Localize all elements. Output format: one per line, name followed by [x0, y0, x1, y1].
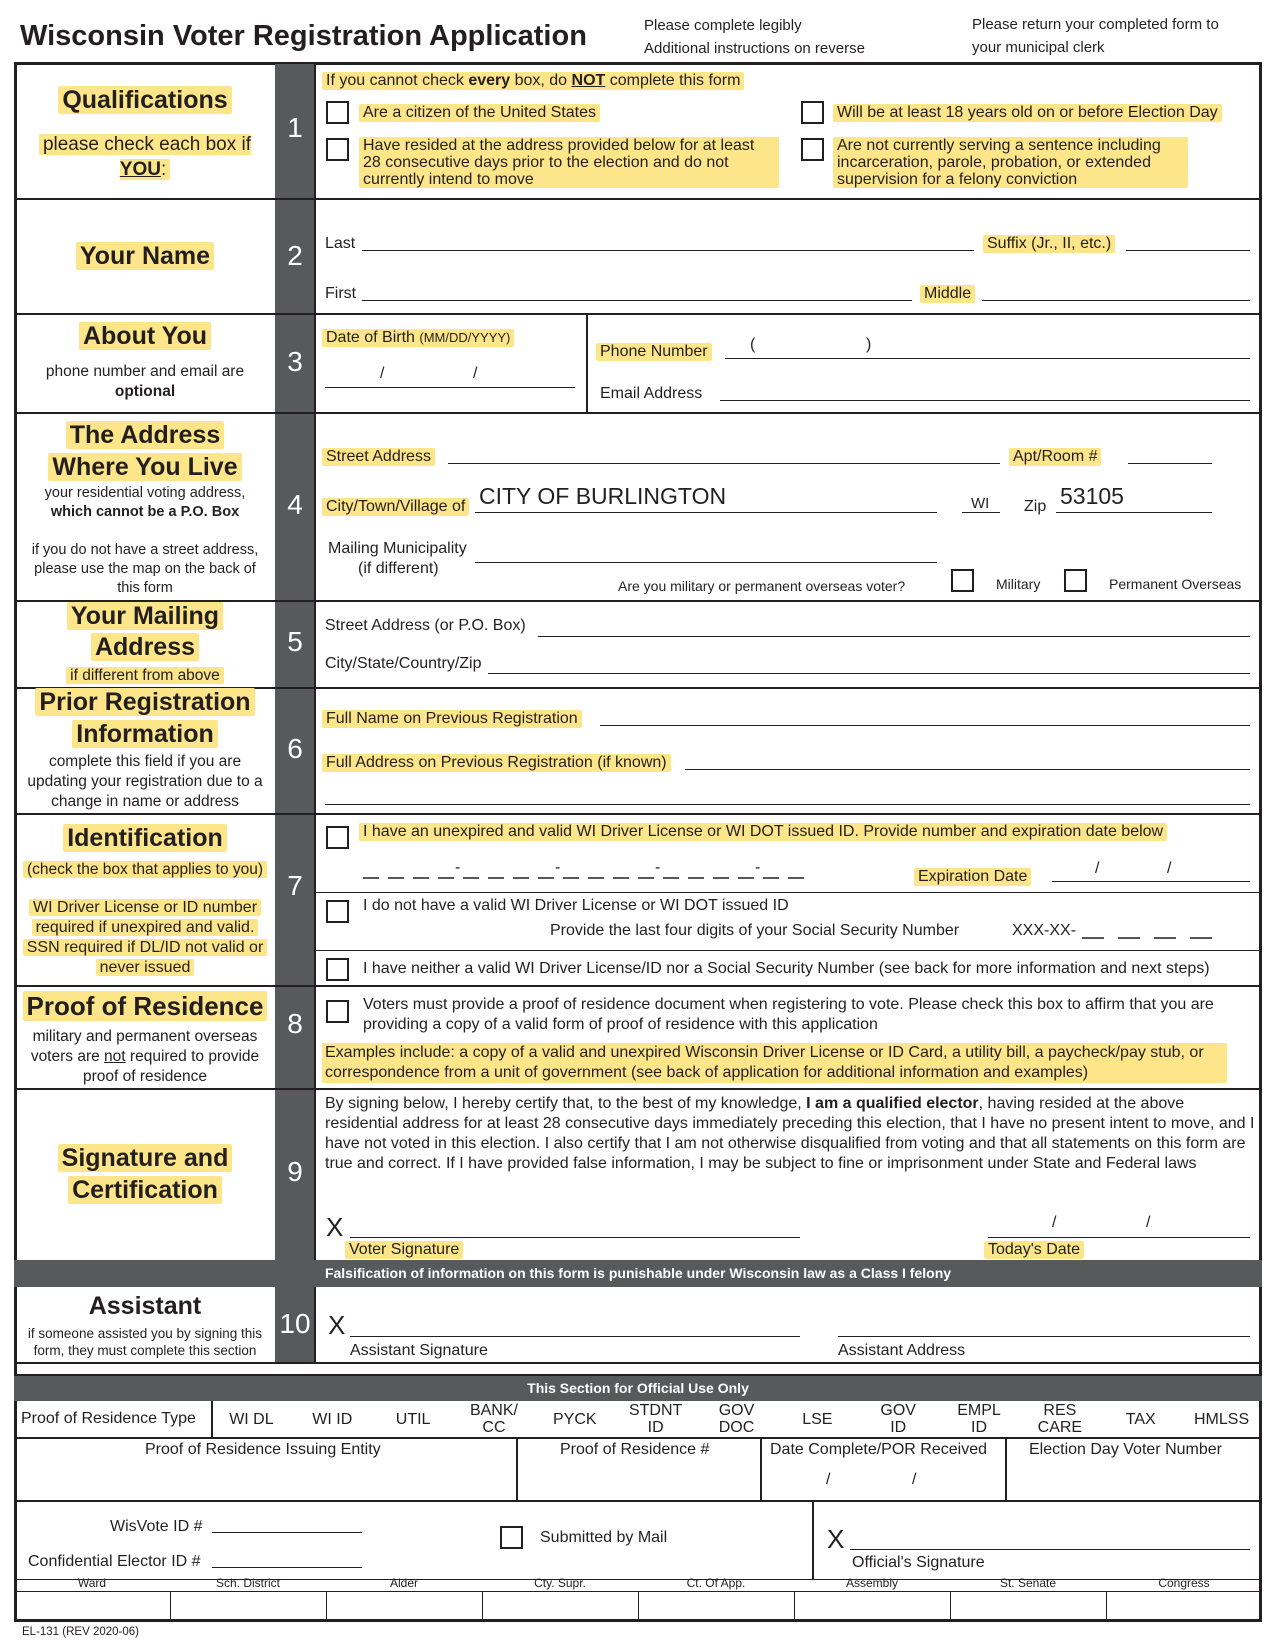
dl-checkbox[interactable]	[326, 826, 349, 849]
assistant-signature-label: Assistant Signature	[350, 1342, 488, 1359]
first-name-field[interactable]	[362, 300, 912, 301]
prev-name-label: Full Name on Previous Registration	[322, 710, 582, 728]
middle-name-label: Middle	[920, 285, 975, 303]
por-number-label: Proof of Residence #	[560, 1441, 710, 1458]
zip-value[interactable]: 53105	[1060, 483, 1124, 509]
mailing-heading-2: Address	[91, 633, 199, 661]
qualifications-subtext: please check each box if YOU:	[16, 132, 274, 182]
por-type-widl[interactable]: WI DL	[229, 1410, 274, 1428]
section-number-10: 10	[279, 1308, 311, 1339]
voter-signature-x: X	[326, 1212, 344, 1242]
residence-heading-1: The Address	[66, 421, 225, 449]
voter-signature-label: Voter Signature	[345, 1241, 463, 1259]
district-field-3[interactable]	[482, 1591, 638, 1622]
section-number-5: 5	[287, 626, 303, 657]
identification-heading: Identification	[63, 824, 227, 852]
residence-heading-2: Where You Live	[48, 453, 241, 481]
no-dl-checkbox[interactable]	[326, 900, 349, 923]
issuing-entity-label: Proof of Residence Issuing Entity	[145, 1441, 381, 1458]
expiration-label: Expiration Date	[914, 868, 1031, 886]
por-type-label: Proof of Residence Type	[21, 1410, 196, 1427]
section-number-7: 7	[287, 870, 303, 901]
official-use-header: This Section for Official Use Only	[14, 1376, 1262, 1401]
dob-label: Date of Birth (MM/DD/YYYY)	[322, 329, 514, 347]
last-name-field[interactable]	[362, 250, 974, 251]
todays-date-field[interactable]	[988, 1237, 1250, 1238]
felony-checkbox[interactable]	[801, 138, 824, 161]
mailing-street-label: Street Address (or P.O. Box)	[325, 617, 526, 634]
prior-reg-heading-1: Prior Registration	[35, 688, 254, 716]
svg-text:-: -	[555, 859, 561, 876]
date-slash-1: /	[1052, 1214, 1057, 1231]
phone-label: Phone Number	[596, 343, 712, 361]
military-checkbox[interactable]	[951, 569, 974, 592]
note-return-1: Please return your completed form to	[972, 16, 1219, 33]
svg-text:-: -	[755, 859, 761, 876]
age-label: Will be at least 18 years old on or before Election Day	[833, 104, 1222, 122]
mailing-city-label: City/State/Country/Zip	[325, 655, 482, 672]
eday-number-label: Election Day Voter Number	[1029, 1441, 1222, 1458]
perm-overseas-label: Permanent Overseas	[1109, 576, 1242, 592]
assistant-signature-x: X	[328, 1310, 346, 1340]
district-label-3: Cty. Supr.	[534, 1576, 586, 1590]
por-type-wiid[interactable]: WI ID	[312, 1410, 353, 1428]
district-label-2: Alder	[389, 1576, 418, 1590]
por-type-util[interactable]: UTIL	[395, 1410, 431, 1428]
residence-subtext-c: if you do not have a street address, please use the map on the back of this form	[31, 542, 259, 596]
confidential-id-label: Confidential Elector ID #	[28, 1553, 201, 1570]
por-type-hmlss[interactable]: HMLSS	[1194, 1410, 1250, 1428]
expiration-field[interactable]	[1052, 881, 1250, 882]
dob-field[interactable]	[325, 387, 575, 388]
phone-field[interactable]	[725, 358, 1250, 359]
state-value: WI	[971, 495, 990, 512]
identification-subtext-b: WI Driver License or ID number required if unexpired and valid. SSN required if DL/ID not valid or never issued	[23, 899, 268, 976]
por-type-tax[interactable]: TAX	[1125, 1410, 1156, 1428]
assistant-address-field[interactable]	[838, 1336, 1250, 1337]
assistant-address-label: Assistant Address	[838, 1342, 966, 1359]
prev-address-field-2[interactable]	[325, 804, 1250, 805]
district-field-1[interactable]	[170, 1591, 326, 1622]
residency-label: Have resided at the address provided below for at least 28 consecutive days prior to the election and do not currently intend to move	[359, 137, 779, 188]
district-label-5: Assembly	[845, 1576, 898, 1590]
section-number-1: 1	[287, 112, 303, 143]
apt-field[interactable]	[1128, 463, 1212, 464]
prior-reg-heading-2: Information	[72, 720, 218, 748]
ssn-instructions: Provide the last four digits of your Social Security Number	[550, 922, 960, 939]
about-you-heading: About You	[79, 322, 211, 350]
por-type-bankcc[interactable]: BANK/ CC	[469, 1402, 518, 1436]
district-field-0[interactable]	[14, 1591, 170, 1622]
about-you-subtext-b: optional	[114, 383, 176, 400]
district-field-7[interactable]	[1106, 1591, 1262, 1622]
form-id: EL-131 (REV 2020-06)	[22, 1626, 139, 1638]
suffix-label: Suffix (Jr., II, etc.)	[983, 235, 1115, 253]
official-signature-label: Official's Signature	[852, 1554, 985, 1571]
middle-name-field[interactable]	[982, 300, 1250, 301]
zip-field[interactable]	[1056, 512, 1212, 513]
residency-checkbox[interactable]	[326, 138, 349, 161]
citizen-checkbox[interactable]	[326, 101, 349, 124]
first-name-label: First	[325, 285, 357, 302]
svg-text:-: -	[455, 859, 461, 876]
submitted-by-mail-checkbox[interactable]	[500, 1526, 523, 1549]
district-field-2[interactable]	[326, 1591, 482, 1622]
city-value[interactable]: CITY OF BURLINGTON	[479, 483, 727, 509]
por-type-govid[interactable]: GOV ID	[880, 1402, 916, 1436]
street-address-field[interactable]	[448, 463, 1000, 464]
por-type-pyck[interactable]: PYCK	[553, 1410, 597, 1428]
voter-signature-field[interactable]	[350, 1237, 800, 1238]
about-you-subtext-a: phone number and email are	[45, 363, 245, 380]
district-label-4: Ct. Of App.	[686, 1576, 746, 1590]
prior-reg-subtext: complete this field if you are updating your registration due to a change in name or address	[27, 753, 263, 810]
proof-examples: Examples include: a copy of a valid and unexpired Wisconsin Driver License or ID Card, a utility bill, a paycheck/pay stub, or correspondence from a unit of government (see back of application for additional information and examples)	[322, 1043, 1227, 1083]
date-complete-slash-1: /	[826, 1471, 831, 1488]
section-number-6: 6	[287, 733, 303, 764]
por-type-govdoc[interactable]: GOV DOC	[718, 1402, 755, 1436]
assistant-subtext: if someone assisted you by signing this form, they must complete this section	[27, 1326, 263, 1358]
official-signature-field[interactable]	[850, 1549, 1250, 1550]
official-signature-x: X	[827, 1524, 845, 1554]
section-number-3: 3	[287, 346, 303, 377]
section-number-4: 4	[287, 489, 303, 520]
dl-number-field[interactable]	[360, 856, 890, 880]
assistant-signature-field[interactable]	[350, 1336, 800, 1337]
por-type-rescare[interactable]: RES CARE	[1037, 1402, 1083, 1436]
mailing-municipality-label-1: Mailing Municipality	[328, 540, 467, 557]
suffix-field[interactable]	[1126, 250, 1250, 251]
dl-option-label: I have an unexpired and valid WI Driver License or WI DOT issued ID. Provide number and expiration date below	[359, 823, 1167, 841]
section-number-2: 2	[287, 240, 303, 271]
exp-slash-2: /	[1167, 860, 1172, 877]
mailing-municipality-label-2: (if different)	[358, 560, 439, 577]
por-type-emplid[interactable]: EMPL ID	[957, 1402, 1001, 1436]
email-field[interactable]	[720, 400, 1250, 401]
citizen-label: Are a citizen of the United States	[359, 104, 600, 122]
note-legibly: Please complete legibly	[644, 17, 802, 34]
note-return-2: your municipal clerk	[972, 39, 1105, 56]
qualifications-heading: Qualifications	[58, 86, 231, 114]
age-checkbox[interactable]	[801, 101, 824, 124]
residence-subtext-a: your residential voting address,	[44, 485, 246, 501]
note-instructions: Additional instructions on reverse	[644, 40, 865, 57]
apt-label: Apt/Room #	[1009, 448, 1101, 466]
mailing-heading-1: Your Mailing	[67, 602, 223, 630]
signature-heading-1: Signature and	[58, 1144, 233, 1172]
exp-slash-1: /	[1095, 860, 1100, 877]
prev-address-label: Full Address on Previous Registration (if known)	[322, 754, 671, 772]
proof-residence-heading: Proof of Residence	[23, 991, 268, 1021]
date-slash-2: /	[1146, 1214, 1151, 1231]
dl-number-blanks	[360, 856, 890, 880]
form-title: Wisconsin Voter Registration Application	[20, 20, 587, 52]
wisvote-label: WisVote ID #	[110, 1518, 203, 1535]
overseas-question: Are you military or permanent overseas voter?	[618, 578, 906, 594]
street-address-label: Street Address	[322, 448, 435, 466]
no-id-label: I have neither a valid WI Driver License/ID nor a Social Security Number (see back for more information and next steps)	[363, 960, 1210, 977]
district-label-0: Ward	[77, 1576, 107, 1590]
por-type-lse[interactable]: LSE	[802, 1410, 833, 1428]
district-field-5[interactable]	[794, 1591, 950, 1622]
residence-subtext-b: which cannot be a P.O. Box	[50, 504, 240, 520]
email-label: Email Address	[600, 385, 703, 402]
assistant-heading: Assistant	[88, 1292, 202, 1320]
signature-heading-2: Certification	[68, 1176, 222, 1204]
district-label-6: St. Senate	[999, 1576, 1057, 1590]
svg-text:-: -	[655, 859, 661, 876]
falsification-warning: Falsification of information on this form is punishable under Wisconsin law as a Class I felony	[14, 1260, 1262, 1287]
submitted-by-mail-label: Submitted by Mail	[540, 1529, 668, 1546]
phone-paren-open: (	[750, 336, 756, 353]
confidential-id-field[interactable]	[212, 1567, 362, 1568]
your-name-heading: Your Name	[76, 242, 214, 270]
felony-label: Are not currently serving a sentence including incarceration, parole, probation, or extended supervision for a felony conviction	[833, 137, 1188, 188]
por-type-stdntid[interactable]: STDNT ID	[628, 1402, 683, 1436]
date-complete-slash-2: /	[912, 1471, 917, 1488]
last-name-label: Last	[325, 235, 356, 252]
mailing-subtext: if different from above	[66, 667, 224, 684]
section-number-9: 9	[287, 1156, 303, 1187]
proof-residence-subtext: military and permanent overseas voters are not required to provide proof of residence	[30, 1028, 260, 1085]
mailing-street-field[interactable]	[538, 636, 1250, 637]
date-complete-label: Date Complete/POR Received	[770, 1441, 987, 1458]
zip-label: Zip	[1024, 498, 1047, 515]
city-label: City/Town/Village of	[322, 498, 469, 516]
ssn-field[interactable]	[1082, 928, 1224, 940]
proof-affirm-checkbox[interactable]	[326, 1000, 349, 1023]
identification-subtext-a: (check the box that applies to you)	[23, 861, 267, 878]
city-field[interactable]	[475, 512, 937, 513]
mailing-city-field[interactable]	[488, 673, 1250, 674]
wisvote-field[interactable]	[212, 1532, 362, 1533]
certification-text: By signing below, I hereby certify that, to the best of my knowledge, I am a qualified elector, having resided at the above residential address for at least 28 consecutive days immediately preceding this election, that I have no present intent to move, and I have not voted in this election. I also certify that I am not otherwise disqualified from voting and that all statements on this form are true and correct. If I have provided false information, I may be subject to fine or imprisonment under State and Federal laws	[325, 1095, 1255, 1172]
district-label-7: Congress	[1158, 1576, 1210, 1590]
dob-slash-2: /	[473, 365, 478, 382]
no-dl-label: I do not have a valid WI Driver License or WI DOT issued ID	[363, 897, 789, 914]
district-field-6[interactable]	[950, 1591, 1106, 1622]
district-label-1: Sch. District	[215, 1576, 280, 1590]
no-id-checkbox[interactable]	[326, 958, 349, 981]
section-number-8: 8	[287, 1008, 303, 1039]
military-label: Military	[996, 576, 1041, 592]
prev-name-field[interactable]	[600, 725, 1250, 726]
prev-address-field[interactable]	[685, 769, 1250, 770]
ssn-prefix: XXX-XX-	[1012, 922, 1077, 939]
phone-paren-close: )	[866, 336, 872, 353]
perm-overseas-checkbox[interactable]	[1064, 569, 1087, 592]
qualifications-warning: If you cannot check every box, do NOT complete this form	[322, 72, 744, 90]
district-field-4[interactable]	[638, 1591, 794, 1622]
mailing-municipality-field[interactable]	[475, 562, 937, 563]
proof-affirm-label: Voters must provide a proof of residence document when registering to vote. Please check this box to affirm that you are providing a copy of a valid form of proof of residence with this application	[363, 996, 1214, 1033]
todays-date-label: Today's Date	[984, 1241, 1084, 1259]
dob-slash-1: /	[380, 365, 385, 382]
